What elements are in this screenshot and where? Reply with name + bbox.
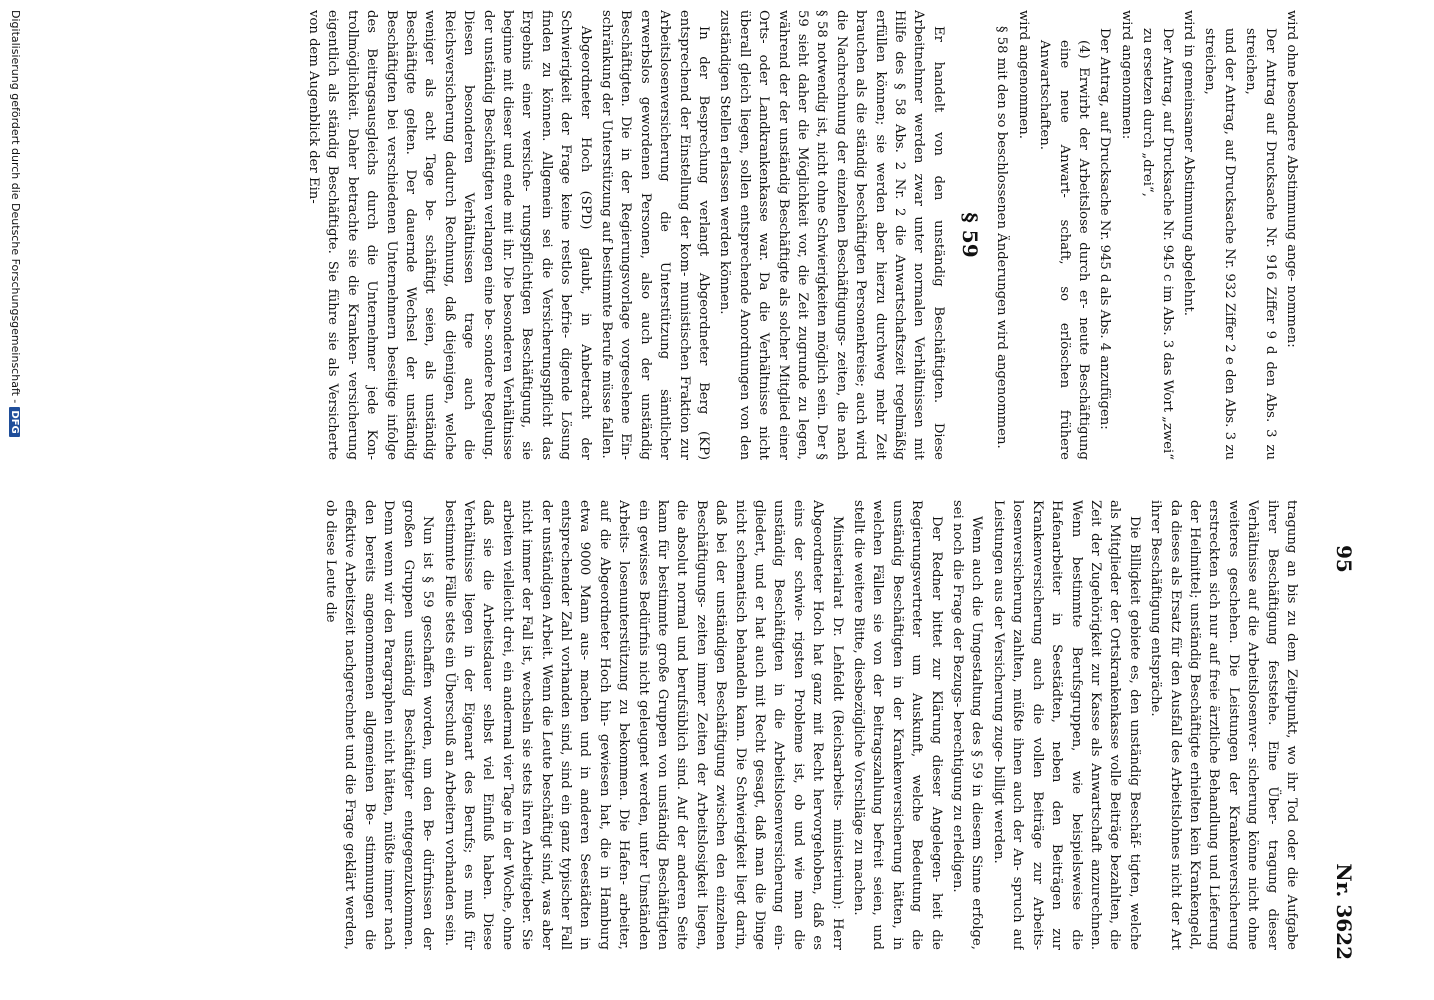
page-header: [1316, 40, 1356, 960]
paragraph: Der Antrag, auf Drucksache Nr. 945 c im Abs. 3 das Wort „zwei“ zu ersetzen durch „drei“,: [1140, 28, 1175, 460]
paragraph: wird ohne besondere Abstimmung ange- nommen:: [1284, 10, 1299, 348]
paragraph: und der Antrag, auf Drucksache Nr. 932 Ziffer 2 e den Abs. 3 zu streichen,: [1202, 28, 1237, 460]
paragraph: Abgeordneter Hoch (SPD) glaubt, in Anbetracht der Schwierigkeit der Frage keine restlos befrie- digende Lösung finden zu können. Allgemein sei die Versicherungspflicht das Ergebnis einer versiche- rungspflichtigen Beschäftigung, sie beginne mit dieser und ende mit ihr. Die besonderen Verhältnisse der unständig Beschäftigten verlangen eine be- sondere Regelung. Diesen besonderen Verhältnissen trage auch die Reichsversicherung dadurch Rechnung, daß diejenigen, welche weniger als acht Tage be- schäftigt seien, als unständig Beschäftigte gelten. Der dauernde Wechsel der unständig Beschäftigten bei verschiedenen Unternehmern beseitige infolge des Beitragsausgleichs durch die Unternehmer jede Kon- trollmöglichkeit. Daher betrachte sie die Kranken- versicherung eigentlich als ständig Beschäftigte. Sie führe sie als Versicherte von dem Augenblick der Ein-: [305, 10, 593, 460]
paragraph: Der Antrag, auf Drucksache Nr. 945 d als Abs. 4 anzufügen:: [1097, 28, 1113, 430]
paragraph: tragung an bis zu dem Zeitpunkt, wo ihr Tod oder die Aufgabe ihrer Beschäftigung feststehe. Eine Über- tragung dieser Verhältnisse auf die Arbeitslosenver- sicherung könne nicht ohne weiteres geschehen. Die Leistungen der Krankenversicherung erstreckten sich nur auf freie ärztliche Behandlung und Lieferung der Heilmittel; unständig Beschäftigte erhielten kein Krankengeld, da dieses als Ersatz für den Ausfall des Arbeitslohnes nicht der Art ihrer Beschäftigung entspräche.: [1148, 500, 1299, 950]
paragraph: Der Antrag auf Drucksache Nr. 916 Ziffer 9 d den Abs. 3 zu streichen,: [1243, 28, 1278, 460]
issue-number: Nr. 3622: [1332, 863, 1356, 960]
paragraph: Der Redner bittet zur Klärung dieser Angelegen- heit die Regierungsvertreter um Auskunft, welche Bedeutung die unständig Beschäftigten in der Krankenversicherung hätten, in welchen Fällen sie von der Beitragszahlung befreit seien, und stellt die weitere Bitte, diesbezügliche Vorschläge zu machen.: [851, 500, 944, 950]
digitization-footer: [2, 10, 22, 1000]
right-column: [61, 500, 1301, 950]
dfg-logo: DFG: [9, 407, 20, 436]
paragraph: Er handelt von den unständig Beschäftigten. Diese Arbeitnehmer werden zwar unter normalen Verhältnissen mit Hilfe des § 58 Abs. 2 Nr. 2 die Anwartschaftszeit regelmäßig erfüllen können; sie werden aber hierzu durchweg mehr Zeit brauchen als die ständig beschäftigten Personenkreise; auch wird die Nachrechnung der einzelnen Beschäftigungs- zeiten, die nach § 58 notwendig ist, nicht ohne Schwierigkeiten möglich sein. Der § 59 sieht daher die Möglichkeit vor, die Zeit zugrunde zu legen, während der der unständig Beschäftigte als solcher Mitglied einer Orts- oder Landkrankenkasse war. Da die Verhältnisse nicht überall gleich liegen, sollen entsprechende Anordnungen von den zuständigen Stellen erlassen werden können.: [717, 10, 946, 460]
paragraph: In der Besprechung verlangt Abgeordneter Berg (KP) entsprechend der Einstellung der kom- munistischen Fraktion zur Arbeitslosenversicherung die Unterstützung sämtlicher erwerbslos gewordenen Personen, also auch der unständig Beschäftigten. Die in der Regierungsvorlage vorgesehene Ein- schränkung der Unterstützung auf bestimmte Berufe müsse fallen.: [599, 10, 712, 460]
paragraph: Die Billigkeit gebiete es, den unständig Beschäf- tigten, welche als Mitglieder der Ortskrankenkasse volle Beiträge bezahlten, die Zeit der Zugehörigkeit zur Kasse als Anwartschaft anzurechnen. Wenn bestimmte Berufsgruppen, wie beispielsweise die Hafenarbeiter in Seestädten, neben den Beiträgen zur Krankenversicherung auch die vollen Beiträge zur Arbeits- losenversicherung zahlten, müßte ihnen auch der An- spruch auf Leistungen aus der Versicherung zuge- billigt werden.: [990, 500, 1142, 950]
paragraph: wird angenommen.: [1015, 10, 1031, 139]
paragraph: Nun ist § 59 geschaffen worden, um den Be- dürfnissen der großen Gruppen unständig Beschäftigter entgegenzukommen. Denn wenn wir den Paragraphen nicht hätten, müßte immer nach den bereits angenommenen allgemeinen Be- stimmungen die effektive Arbeitszeit nachgerechnet und die Frage geklärt werden, ob diese Leute die: [323, 500, 436, 950]
paragraph: Wenn auch die Umgestaltung des § 59 in diesem Sinne erfolge, sei noch die Frage der Bezugs- berechtigung zu erledigen.: [950, 500, 985, 950]
footer-text: Digitalisierung gefördert durch die Deutsche Forschungsgemeinschaft -: [9, 10, 22, 404]
paragraph: wird angenommen:: [1118, 10, 1134, 140]
paragraph: § 58 mit den so beschlossenen Änderungen wird angenommen.: [994, 26, 1010, 449]
section-heading: § 59: [957, 212, 982, 258]
left-column: [61, 10, 1301, 460]
page-number: 95: [1332, 545, 1356, 573]
paragraph: Ministerialrat Dr. Lehfeldt (Reichsarbeits- ministerium): Herr Abgeordneter Hoch hat ganz mit Recht hervorgehoben, daß es eins der schwie- rigsten Probleme ist, ob und wie man die unständig Beschäftigten in die Arbeitslosenversicherung ein- gliedert, und er hat auch mit Recht gesagt, daß man die Dinge nicht schematisch behandeln kann. Die Schwierigkeit liegt darin, daß bei der unständigen Beschäftigung zwischen den einzelnen Beschäftigungs- zeiten immer Zeiten der Arbeitslosigkeit liegen, die absolut normal und berufsüblich sind. Auf der anderen Seite kann für bestimmte große Gruppen von unständig Beschäftigten ein gewisses Bedürfnis nicht geleugnet werden, unter Umständen Arbeits- losenunterstützung zu bekommen. Die Hafen- arbeiter, auf die Abgeordneter Hoch hin- gewiesen hat, die in Hamburg etwa 9000 Mann aus- machen und in anderen Seestädten in entsprechender Zahl vorhanden sind, sind ein ganz typischer Fall der unständigen Arbeit. Wenn die Leute beschäftigt sind, was aber nicht immer der Fall ist, wechseln sie stets ihren Arbeitgeber. Sie arbeiten vielleicht drei, ein andermal vier Tage in der Woche, ohne daß sie die Arbeitsdauer selbst viel Einfluß haben. Diese Verhältnisse liegen in der Eigenart des Berufs; es muß für bestimmte Fälle stets ein Überschuß an Arbeitern vorhanden sein.: [441, 500, 845, 950]
paragraph: wird in gemeinsamer Abstimmung abgelehnt.: [1180, 10, 1196, 316]
paragraph: (4) Erwirbt der Arbeitslose durch er- neute Beschäftigung eine neue Anwart- schaft, so erlöschen frühere Anwartschaften.: [1037, 40, 1091, 460]
